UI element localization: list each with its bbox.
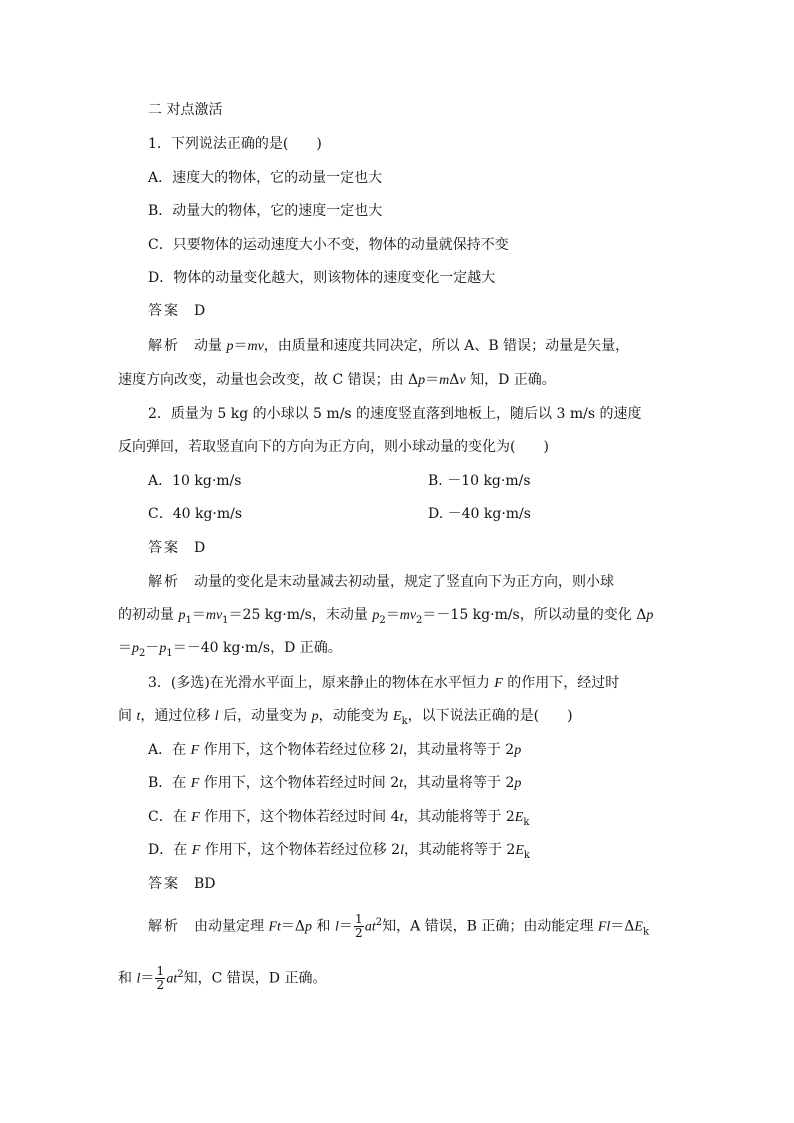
- q2-analysis-text: ＝－15 kg·m/s，所以动量的变化 Δ: [422, 607, 647, 623]
- q3-option-var: F: [190, 776, 200, 791]
- q3-stem-line-1: [148, 673, 619, 694]
- q3-option-text: 作用下，这个物体若经过时间 2: [199, 775, 400, 791]
- q1-analysis-var: m: [439, 373, 450, 388]
- q1-option-b-text: B．动量大的物体，它的速度一定也大: [148, 203, 383, 219]
- q1-answer-label: 答案: [148, 303, 180, 319]
- q3-option-var: F: [191, 843, 201, 858]
- q3-stem-text: 的作用下，经过时: [502, 675, 620, 691]
- fraction-numerator: 1: [156, 964, 165, 979]
- q2-analysis-text: ＝: [191, 607, 206, 623]
- q2-option-d-text: D. －40 kg·m/s: [428, 506, 531, 522]
- q3-stem-text: 后，动量变为: [218, 708, 312, 724]
- q3-stem-text: 3．(多选)在光滑水平面上，原来静止的物体在水平恒力: [148, 675, 495, 691]
- q3-option-text: C．在: [148, 809, 192, 825]
- q2-analysis-label: 解析: [148, 574, 180, 590]
- q3-analysis-var: Ft: [268, 919, 281, 935]
- q1-analysis-var: p: [418, 373, 426, 388]
- q3-option-var: t: [399, 810, 404, 825]
- q3-option-text: 作用下，这个物体若经过时间 4: [199, 809, 400, 825]
- q3-analysis-text: ＝Δ: [280, 918, 306, 935]
- fraction-one-half: [354, 913, 364, 940]
- q2-option-b: [428, 471, 531, 491]
- q3-analysis-sup: 2: [375, 917, 383, 928]
- q2-analysis-line-3: [118, 638, 342, 664]
- q1-analysis-label: 解析: [148, 338, 180, 354]
- q1-analysis-text: ＝: [425, 372, 440, 388]
- q3-option-text: D．在: [148, 842, 192, 858]
- q1-analysis-text: ，由质量和速度共同决定，所以 A、B 错误；动量是矢量，: [263, 338, 630, 354]
- q3-analysis-var: at: [166, 971, 178, 987]
- q1-option-c-text: C．只要物体的运动速度大小不变，物体的动量就保持不变: [148, 237, 509, 253]
- q2-answer-value: D: [194, 540, 206, 556]
- q3-analysis-var: l: [334, 919, 339, 935]
- section-title-text: 二 对点激活: [148, 102, 223, 118]
- q2-option-a: [148, 471, 241, 491]
- q3-stem-var: E: [393, 709, 402, 724]
- q3-option-var: t: [399, 776, 404, 791]
- q1-option-a: [148, 168, 382, 188]
- q2-analysis-sub: 1: [166, 647, 173, 659]
- q3-option-c: [148, 807, 529, 833]
- q1-analysis-var: v: [459, 373, 466, 388]
- q3-option-sub: k: [523, 849, 530, 861]
- q2-answer: [148, 538, 205, 558]
- q1-option-c: [148, 235, 509, 255]
- q1-option-d: [148, 268, 495, 288]
- q3-option-text: ，其动能将等于 2: [403, 842, 516, 858]
- q3-answer-label: 答案: [148, 876, 180, 892]
- q1-option-b: [148, 201, 382, 221]
- q1-answer-value: D: [194, 303, 206, 319]
- q1-option-d-text: D．物体的动量变化越大，则该物体的速度变化一定越大: [148, 270, 496, 286]
- q1-analysis-line-1: [148, 336, 629, 357]
- q3-option-var: E: [515, 843, 524, 858]
- q3-answer: [148, 874, 216, 894]
- q1-analysis-line-2: [118, 370, 556, 391]
- q3-analysis-var: l: [136, 971, 141, 987]
- q2-analysis-line-1: [148, 572, 614, 592]
- q3-analysis-sup: 2: [177, 969, 184, 980]
- q3-analysis-line-1: [148, 913, 649, 942]
- fraction-numerator: 1: [355, 912, 363, 927]
- q3-analysis-text: 和: [312, 918, 335, 935]
- q3-option-d: [148, 840, 530, 866]
- fraction-one-half: [155, 965, 165, 992]
- q3-option-sub: k: [523, 816, 530, 828]
- q2-stem-line-2: [118, 437, 549, 457]
- q2-answer-label: 答案: [148, 540, 180, 556]
- q3-analysis-var: p: [305, 919, 313, 935]
- q3-option-var: l: [400, 843, 404, 858]
- q2-option-b-text: B. －10 kg·m/s: [428, 473, 531, 489]
- q3-option-b: [148, 773, 521, 794]
- q1-stem-text: 1．下列说法正确的是( ): [148, 136, 322, 152]
- q3-option-text: 作用下，这个物体若经过位移 2: [200, 842, 401, 858]
- q3-analysis-text: 知，C 错误，D 正确。: [183, 970, 327, 987]
- q3-stem-text: 间: [118, 708, 137, 724]
- q2-analysis-sub: 1: [222, 614, 229, 626]
- q1-analysis-text: 速度方向改变，动量也会改变，故 C 错误；由 Δ: [118, 372, 419, 388]
- fraction-denominator: 2: [156, 978, 165, 993]
- q2-stem-line-1: [148, 404, 641, 424]
- q2-analysis-sub: 1: [185, 614, 192, 626]
- q3-stem-line-2: [118, 706, 573, 732]
- q2-stem-text: 2．质量为 5 kg 的小球以 5 m/s 的速度竖直落到地板上，随后以 3 m/s 的速度: [148, 406, 642, 422]
- q3-option-text: A．在: [148, 742, 191, 758]
- q1-analysis-var: p: [226, 339, 234, 354]
- q3-analysis-text: ＝Δ: [610, 918, 635, 935]
- q2-analysis-var: mv: [205, 608, 223, 623]
- q3-analysis-text: 知，A 错误，B 正确；由动能定理: [382, 918, 598, 935]
- q3-option-text: ，其动量将等于 2: [402, 742, 515, 758]
- q3-option-var: l: [398, 743, 403, 758]
- q1-analysis-text: Δ: [449, 372, 460, 388]
- q2-analysis-text: ＝25 kg·m/s，末动量: [228, 607, 373, 623]
- q3-stem-var: l: [214, 709, 219, 724]
- q2-option-c: [148, 504, 242, 524]
- section-title: [148, 100, 222, 120]
- q2-analysis-text: 动量的变化是末动量减去初动量，规定了竖直向下为正方向，则小球: [194, 574, 614, 590]
- q2-analysis-sub: 2: [139, 647, 146, 659]
- q3-analysis-var: E: [634, 919, 643, 935]
- q3-analysis-line-2: [118, 965, 326, 992]
- q3-stem-text: ，通过位移: [140, 708, 215, 724]
- q3-option-var: E: [514, 810, 524, 825]
- q3-option-text: ，其动量将等于 2: [403, 775, 515, 791]
- q3-option-var: p: [514, 776, 522, 791]
- q2-option-a-text: A．10 kg·m/s: [148, 473, 242, 489]
- q3-analysis-label: 解析: [148, 918, 180, 935]
- q2-analysis-sub: 2: [379, 614, 386, 626]
- q3-option-text: B．在: [148, 775, 191, 791]
- q3-analysis-text: 由动量定理: [194, 918, 269, 935]
- q2-analysis-line-2: [118, 605, 653, 631]
- q2-analysis-text: ＝: [118, 640, 132, 656]
- q3-stem-var: t: [136, 709, 141, 724]
- q2-analysis-text: ＝－40 kg·m/s，D 正确。: [172, 640, 342, 656]
- q2-analysis-var: p: [646, 608, 654, 623]
- q2-analysis-var: p: [159, 641, 167, 656]
- q3-analysis-text: ＝: [140, 970, 155, 987]
- q1-analysis-text: ＝: [233, 338, 248, 354]
- q3-stem-var: p: [311, 709, 319, 724]
- q3-option-text: 作用下，这个物体若经过位移 2: [199, 742, 399, 758]
- q1-analysis-text: 动量: [194, 338, 227, 354]
- q2-analysis-text: ＝: [385, 607, 400, 623]
- q3-stem-text: ，以下说法正确的是( ): [407, 708, 573, 724]
- q3-stem-text: ，动能变为: [318, 708, 394, 724]
- q2-option-c-text: C．40 kg·m/s: [148, 506, 243, 522]
- q3-stem-sub: k: [401, 715, 408, 727]
- q3-analysis-var: at: [364, 919, 376, 935]
- q2-analysis-var: p: [178, 608, 186, 623]
- q2-stem-text: 反向弹回，若取竖直向下的方向为正方向，则小球动量的变化为( ): [118, 439, 549, 455]
- q3-option-var: F: [190, 743, 200, 758]
- q3-analysis-text: 和: [118, 970, 137, 987]
- q1-analysis-text: 知，D 正确。: [465, 372, 556, 388]
- q2-analysis-sub: 2: [416, 614, 423, 626]
- q2-option-d: [428, 504, 531, 524]
- fraction-denominator: 2: [355, 926, 363, 941]
- q3-analysis-sub: k: [642, 926, 650, 938]
- q2-analysis-var: p: [132, 641, 139, 656]
- q3-option-var: F: [191, 810, 200, 825]
- q2-analysis-var: p: [372, 608, 380, 623]
- q1-answer: [148, 301, 205, 321]
- q3-option-a: [148, 740, 521, 761]
- q1-stem: [148, 134, 322, 154]
- q3-analysis-var: Fl: [597, 919, 611, 935]
- q3-option-var: p: [514, 743, 522, 758]
- q3-stem-var: F: [494, 676, 503, 691]
- q2-analysis-text: －: [145, 640, 160, 656]
- q2-analysis-var: mv: [399, 608, 417, 623]
- q3-analysis-text: ＝: [338, 918, 353, 935]
- q3-answer-value: BD: [194, 876, 216, 892]
- q1-analysis-var: mv: [247, 339, 264, 354]
- q3-option-text: ，其动能将等于 2: [403, 809, 515, 825]
- q1-option-a-text: A．速度大的物体，它的动量一定也大: [148, 170, 383, 186]
- q2-analysis-text: 的初动量: [118, 607, 179, 623]
